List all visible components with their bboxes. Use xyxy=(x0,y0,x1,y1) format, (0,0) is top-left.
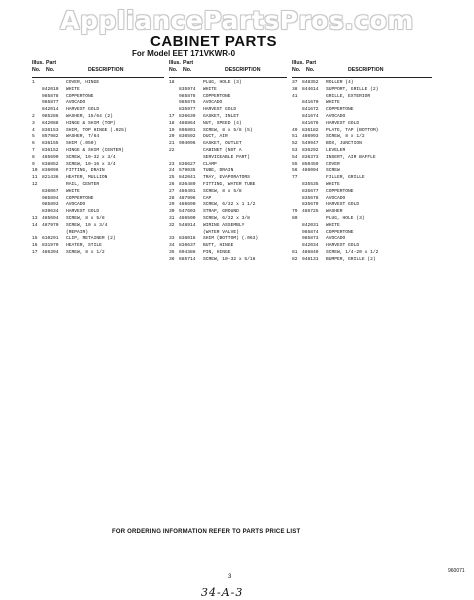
parts-row xyxy=(292,189,432,196)
illus-number: 7 xyxy=(32,147,35,153)
part-number: 549947 xyxy=(302,141,319,147)
ordering-note: FOR ORDERING INFORMATION REFER TO PARTS PRICE LIST xyxy=(112,529,301,535)
part-description: NUT, SPEED (4) xyxy=(203,120,242,126)
part-number: 848352 xyxy=(302,80,319,85)
part-description: AVOCADO xyxy=(326,236,346,242)
part-description: WASHER, 15/64 (2) xyxy=(66,113,113,119)
parts-row xyxy=(32,189,164,196)
illus-number: 3 xyxy=(32,120,35,126)
part-number: 836592 xyxy=(179,134,196,140)
part-description: GASKET, OUTLET xyxy=(203,141,242,147)
parts-row xyxy=(292,209,432,216)
part-description: HEATER, MULLION xyxy=(66,175,108,181)
part-number: 842014 xyxy=(42,107,59,113)
illus-number: 18 xyxy=(169,120,175,126)
part-number: 836637 xyxy=(179,243,196,249)
parts-row xyxy=(292,182,432,189)
part-number: 835677 xyxy=(302,188,319,194)
header-illus-label: Illus. xyxy=(32,60,44,66)
part-number: 850459 xyxy=(302,161,319,167)
part-description: WASHER xyxy=(326,209,343,215)
part-description: SCREW, 6/32 x 3/8 xyxy=(203,215,250,221)
part-description: SCREW xyxy=(326,168,340,174)
model-subtitle: For Model EET 171VKWR-0 xyxy=(132,49,236,58)
header-illus-label: Illus. xyxy=(292,60,304,66)
part-description: SERVICEABLE PART) xyxy=(203,154,250,160)
part-description: PLATE, TAP (BOTTOM) xyxy=(326,127,379,133)
illus-number: 11 xyxy=(32,175,38,181)
parts-row xyxy=(32,148,164,155)
part-description: TRAY, EVAPORATORS xyxy=(203,175,250,181)
part-description: AVOCADO xyxy=(203,100,223,106)
illus-number: 29 xyxy=(169,202,175,208)
parts-row xyxy=(169,121,287,128)
part-number: 985874 xyxy=(302,229,319,235)
header-description: DESCRIPTION xyxy=(88,67,124,73)
part-number: 836627 xyxy=(179,161,196,167)
illus-number: 9 xyxy=(32,161,35,167)
part-description: HINGE & SHIM (TOP) xyxy=(66,120,116,126)
part-description: WHITE xyxy=(203,86,217,92)
illus-number: 82 xyxy=(292,256,298,262)
part-description: ROLLER (4) xyxy=(326,80,354,85)
parts-row xyxy=(292,175,432,182)
illus-number: 51 xyxy=(292,134,298,140)
parts-row xyxy=(32,250,164,257)
part-description: SUPPORT, GRILLE (2) xyxy=(326,86,379,92)
parts-row xyxy=(292,121,432,128)
handwritten-note: 34-A-3 xyxy=(201,586,244,599)
part-number: 485690 xyxy=(42,154,59,160)
parts-row xyxy=(32,182,164,189)
part-number: 844614 xyxy=(302,86,319,92)
illus-number: 32 xyxy=(169,222,175,228)
illus-number: 5 xyxy=(32,134,35,140)
part-description: PLUG, HOLE (3) xyxy=(203,80,242,85)
parts-row xyxy=(292,155,432,162)
part-description: COPPERTONE xyxy=(203,93,231,99)
parts-row xyxy=(169,148,287,155)
part-number: 842088 xyxy=(42,120,59,126)
parts-row xyxy=(169,87,287,94)
part-number: 842031 xyxy=(302,222,319,228)
parts-row xyxy=(292,114,432,121)
illus-number: 35 xyxy=(169,249,175,255)
part-number: 836096 xyxy=(42,168,59,174)
part-description: GRILLE, EXTERIOR xyxy=(326,93,371,99)
document-code: 960071 xyxy=(448,568,465,574)
illus-number: 14 xyxy=(32,222,38,228)
parts-row xyxy=(32,87,164,94)
header-part-no: No. xyxy=(306,67,315,73)
parts-column-1 xyxy=(32,60,164,257)
parts-row xyxy=(32,107,164,114)
part-number: 839634 xyxy=(42,209,59,215)
header-illus-no: No. xyxy=(169,67,178,73)
part-description: WASHER, 7/64 xyxy=(66,134,100,140)
part-number: 486394 xyxy=(42,249,59,255)
part-description: SHIM (BOTTOM) (.063) xyxy=(203,236,259,242)
part-description: BOX, JUNCTION xyxy=(326,141,362,147)
parts-row xyxy=(32,80,164,87)
part-description: COVER xyxy=(326,161,340,167)
header-part-no: No. xyxy=(46,67,55,73)
illus-number: 52 xyxy=(292,141,298,147)
part-number: 486500 xyxy=(179,215,196,221)
part-description: GASKET, INLET xyxy=(203,113,239,119)
part-description: WIRING ASSEMBLY xyxy=(203,222,245,228)
illus-number: 28 xyxy=(169,195,175,201)
column-header xyxy=(169,60,287,78)
part-number: 836182 xyxy=(302,127,319,133)
part-description: HARVEST GOLD xyxy=(326,243,360,249)
part-number: 841672 xyxy=(302,107,319,113)
part-number: 486725 xyxy=(302,209,319,215)
part-number: 985877 xyxy=(42,100,59,106)
part-number: 948131 xyxy=(302,256,319,262)
part-description: SHIM (.050) xyxy=(66,141,97,147)
part-number: 857982 xyxy=(42,134,59,140)
parts-row xyxy=(169,141,287,148)
part-number: 836489 xyxy=(179,181,196,187)
parts-row xyxy=(169,257,287,264)
part-number: 985893 xyxy=(42,202,59,208)
part-number: 835974 xyxy=(179,86,196,92)
illus-number: 27 xyxy=(169,188,175,194)
parts-row xyxy=(169,209,287,216)
part-description: STRAP, GROUND xyxy=(203,209,239,215)
part-number: 548914 xyxy=(179,222,196,228)
illus-number: 12 xyxy=(32,181,38,187)
parts-row xyxy=(169,155,287,162)
part-number: 985878 xyxy=(42,93,59,99)
parts-row xyxy=(32,141,164,148)
illus-number: 37 xyxy=(292,80,298,85)
part-number: 985873 xyxy=(302,236,319,242)
part-description: HEATER, STILE xyxy=(66,243,102,249)
part-description: HARVEST GOLD xyxy=(326,202,360,208)
illus-number: 17 xyxy=(32,249,38,255)
part-description: (REPAIR) xyxy=(66,229,89,235)
part-description: COPPERTONE xyxy=(326,188,354,194)
part-description: BUTT, HINGE xyxy=(203,243,234,249)
part-number: 836639 xyxy=(179,113,196,119)
part-number: 842041 xyxy=(179,175,196,181)
illus-number: 30 xyxy=(169,209,175,215)
illus-number: 4 xyxy=(32,127,35,133)
part-description: SCREW, 10-16 x 3/4 xyxy=(66,161,116,167)
parts-row xyxy=(292,148,432,155)
parts-row xyxy=(169,80,287,87)
parts-row xyxy=(292,216,432,223)
illus-number: 10 xyxy=(32,168,38,174)
part-description: PLUG, HOLE (3) xyxy=(326,215,365,221)
parts-row xyxy=(32,216,164,223)
illus-number: 79 xyxy=(292,209,298,215)
part-description: FITTING, DRAIN xyxy=(66,168,105,174)
parts-row xyxy=(292,107,432,114)
part-description: SCREW, 8 x 1/2 xyxy=(66,249,105,255)
illus-number: 16 xyxy=(32,243,38,249)
part-description: SCREW, 8 x 5/8 xyxy=(203,188,242,194)
illus-number: 18 xyxy=(169,80,175,85)
part-number: 836292 xyxy=(302,147,319,153)
header-part-label: Part xyxy=(183,60,194,66)
part-number: 835977 xyxy=(179,107,196,113)
parts-row xyxy=(169,175,287,182)
illus-number: 6 xyxy=(32,141,35,147)
illus-number: 56 xyxy=(292,168,298,174)
illus-number: 55 xyxy=(292,161,298,167)
part-number: 842034 xyxy=(302,243,319,249)
illus-number: 23 xyxy=(169,161,175,167)
part-number: 835679 xyxy=(302,202,319,208)
illus-number: 80 xyxy=(292,215,298,221)
part-description: COPPERTONE xyxy=(66,93,94,99)
parts-row xyxy=(169,189,287,196)
parts-row xyxy=(169,107,287,114)
illus-number: 8 xyxy=(32,154,35,160)
part-number: 838852 xyxy=(42,161,59,167)
part-number: 485694 xyxy=(42,215,59,221)
header-description: DESCRIPTION xyxy=(225,67,261,73)
part-description: WHITE xyxy=(326,181,340,187)
part-number: 487970 xyxy=(42,222,59,228)
part-description: FITTING, WATER TUBE xyxy=(203,181,256,187)
part-description: WHITE xyxy=(326,100,340,106)
parts-row xyxy=(169,223,287,230)
parts-row xyxy=(32,209,164,216)
illus-number: 1 xyxy=(32,80,35,85)
illus-number: 20 xyxy=(169,134,175,140)
part-number: 486004 xyxy=(302,168,319,174)
illus-number: 19 xyxy=(169,127,175,133)
parts-row xyxy=(292,243,432,250)
part-description: AVOCADO xyxy=(326,113,346,119)
part-number: 836153 xyxy=(42,127,59,133)
illus-number: 77 xyxy=(292,175,298,181)
watermark: AppliancePartsPros.com xyxy=(60,6,414,35)
part-number: 985286 xyxy=(42,113,59,119)
part-description: TUBE, DRAIN xyxy=(203,168,234,174)
parts-row xyxy=(32,121,164,128)
parts-row xyxy=(292,141,432,148)
header-illus-no: No. xyxy=(292,67,301,73)
column-header xyxy=(32,60,164,78)
parts-row xyxy=(292,223,432,230)
part-description: WHITE xyxy=(66,188,80,194)
part-number: 694386 xyxy=(179,249,196,255)
column-header xyxy=(292,60,432,78)
part-description: SCREW, 10-32 x 5/16 xyxy=(203,256,256,262)
header-part-no: No. xyxy=(183,67,192,73)
part-number: 685714 xyxy=(179,256,196,262)
part-description: COPPERTONE xyxy=(326,229,354,235)
part-description: SCREW, 8 x 5/8 xyxy=(66,215,105,221)
illus-number: 34 xyxy=(169,243,175,249)
illus-number: 24 xyxy=(169,168,175,174)
illus-number: 49 xyxy=(292,127,298,133)
part-number: 487996 xyxy=(179,195,196,201)
part-description: CABINET (NOT A xyxy=(203,147,242,153)
illus-number: 26 xyxy=(169,181,175,187)
part-number: 835535 xyxy=(302,181,319,187)
part-description: HARVEST GOLD xyxy=(66,107,100,113)
parts-row xyxy=(292,87,432,94)
part-number: 836155 xyxy=(42,141,59,147)
part-number: 821436 xyxy=(42,175,59,181)
part-description: WHITE xyxy=(66,86,80,92)
part-number: 579035 xyxy=(179,168,196,174)
part-number: 486849 xyxy=(302,249,319,255)
part-description: AVOCADO xyxy=(326,195,346,201)
illus-number: 36 xyxy=(169,256,175,262)
part-number: 985876 xyxy=(179,93,196,99)
illus-number: 21 xyxy=(169,141,175,147)
illus-number: 41 xyxy=(292,93,298,99)
parts-row xyxy=(32,175,164,182)
header-illus-no: No. xyxy=(32,67,41,73)
parts-row xyxy=(169,216,287,223)
illus-number: 53 xyxy=(292,147,298,153)
parts-row xyxy=(169,114,287,121)
parts-row xyxy=(292,80,432,87)
parts-row xyxy=(32,155,164,162)
illus-number: 81 xyxy=(292,249,298,255)
part-description: SHIM, TOP HINGE (.025) xyxy=(66,127,127,133)
part-description: INSERT, AIR BAFFLE xyxy=(326,154,376,160)
illus-number: 38 xyxy=(292,86,298,92)
illus-number: 31 xyxy=(169,215,175,221)
parts-row xyxy=(32,243,164,250)
parts-row xyxy=(292,250,432,257)
part-number: 985875 xyxy=(179,100,196,106)
illus-number: 15 xyxy=(32,236,38,242)
part-number: 836067 xyxy=(42,188,59,194)
part-number: 985894 xyxy=(42,195,59,201)
parts-row xyxy=(169,182,287,189)
part-number: 841670 xyxy=(302,100,319,106)
illus-number: 33 xyxy=(169,236,175,242)
part-description: CAP xyxy=(203,195,212,201)
part-description: COPPERTONE xyxy=(66,195,94,201)
part-description: CLAMP xyxy=(203,161,217,167)
part-description: COVER, HINGE xyxy=(66,80,100,85)
part-description: SCREW, 10 x 3/4 xyxy=(66,222,108,228)
part-description: FILLER, GRILLE xyxy=(326,175,365,181)
header-description: DESCRIPTION xyxy=(348,67,384,73)
part-description: COPPERTONE xyxy=(326,107,354,113)
part-number: 486993 xyxy=(302,134,319,140)
part-number: 696801 xyxy=(179,127,196,133)
parts-row xyxy=(169,243,287,250)
part-description: (WATER VALVE) xyxy=(203,229,239,235)
illus-number: 25 xyxy=(169,175,175,181)
parts-row xyxy=(169,250,287,257)
part-number: 486864 xyxy=(179,120,196,126)
page-title: CABINET PARTS xyxy=(150,33,278,50)
illus-number: 2 xyxy=(32,113,35,119)
part-number: 610291 xyxy=(42,236,59,242)
part-number: 486401 xyxy=(179,188,196,194)
part-description: AVOCADO xyxy=(66,202,86,208)
part-description: WHITE xyxy=(326,222,340,228)
parts-row xyxy=(32,223,164,230)
part-number: 836373 xyxy=(302,154,319,160)
part-number: 486690 xyxy=(179,202,196,208)
part-description: LEVELER xyxy=(326,147,346,153)
parts-column-2 xyxy=(169,60,287,264)
illus-number: 17 xyxy=(169,113,175,119)
part-description: SCREW, 8 x 1/2 xyxy=(326,134,365,140)
illus-number: 13 xyxy=(32,215,38,221)
part-number: 841674 xyxy=(302,113,319,119)
part-number: 836152 xyxy=(42,147,59,153)
part-description: HINGE & SHIM (CENTER) xyxy=(66,147,124,153)
part-description: SCREW, 10-32 x 3/4 xyxy=(66,154,116,160)
part-description: BUMPER, GRILLE (2) xyxy=(326,256,376,262)
header-part-label: Part xyxy=(306,60,317,66)
illus-number: 54 xyxy=(292,154,298,160)
part-number: 835678 xyxy=(302,195,319,201)
header-illus-label: Illus. xyxy=(169,60,181,66)
part-description: SCREW, 6/32 x 1 1/2 xyxy=(203,202,256,208)
part-number: 904096 xyxy=(179,141,196,147)
part-number: 836016 xyxy=(179,236,196,242)
part-description: AVOCADO xyxy=(66,100,86,106)
part-description: HARVEST GOLD xyxy=(66,209,100,215)
part-number: 831970 xyxy=(42,243,59,249)
parts-row xyxy=(32,114,164,121)
part-number: 842010 xyxy=(42,86,59,92)
part-number: 547603 xyxy=(179,209,196,215)
part-description: HARVEST GOLD xyxy=(326,120,360,126)
parts-column-3 xyxy=(292,60,432,264)
part-description: DUCT, AIR xyxy=(203,134,228,140)
part-description: SCREW, 1/4-20 x 1/2 xyxy=(326,249,379,255)
part-description: CLIP, RETAINER (2) xyxy=(66,236,116,242)
illus-number: 22 xyxy=(169,147,175,153)
parts-row xyxy=(292,257,432,264)
part-number: 841676 xyxy=(302,120,319,126)
part-description: HARVEST GOLD xyxy=(203,107,237,113)
part-description: RAIL, CENTER xyxy=(66,181,100,187)
part-description: SCREW, 8 x 5/8 (5) xyxy=(203,127,253,133)
part-description: PIN, HINGE xyxy=(203,249,231,255)
page-number: 3 xyxy=(228,574,232,580)
header-part-label: Part xyxy=(46,60,57,66)
